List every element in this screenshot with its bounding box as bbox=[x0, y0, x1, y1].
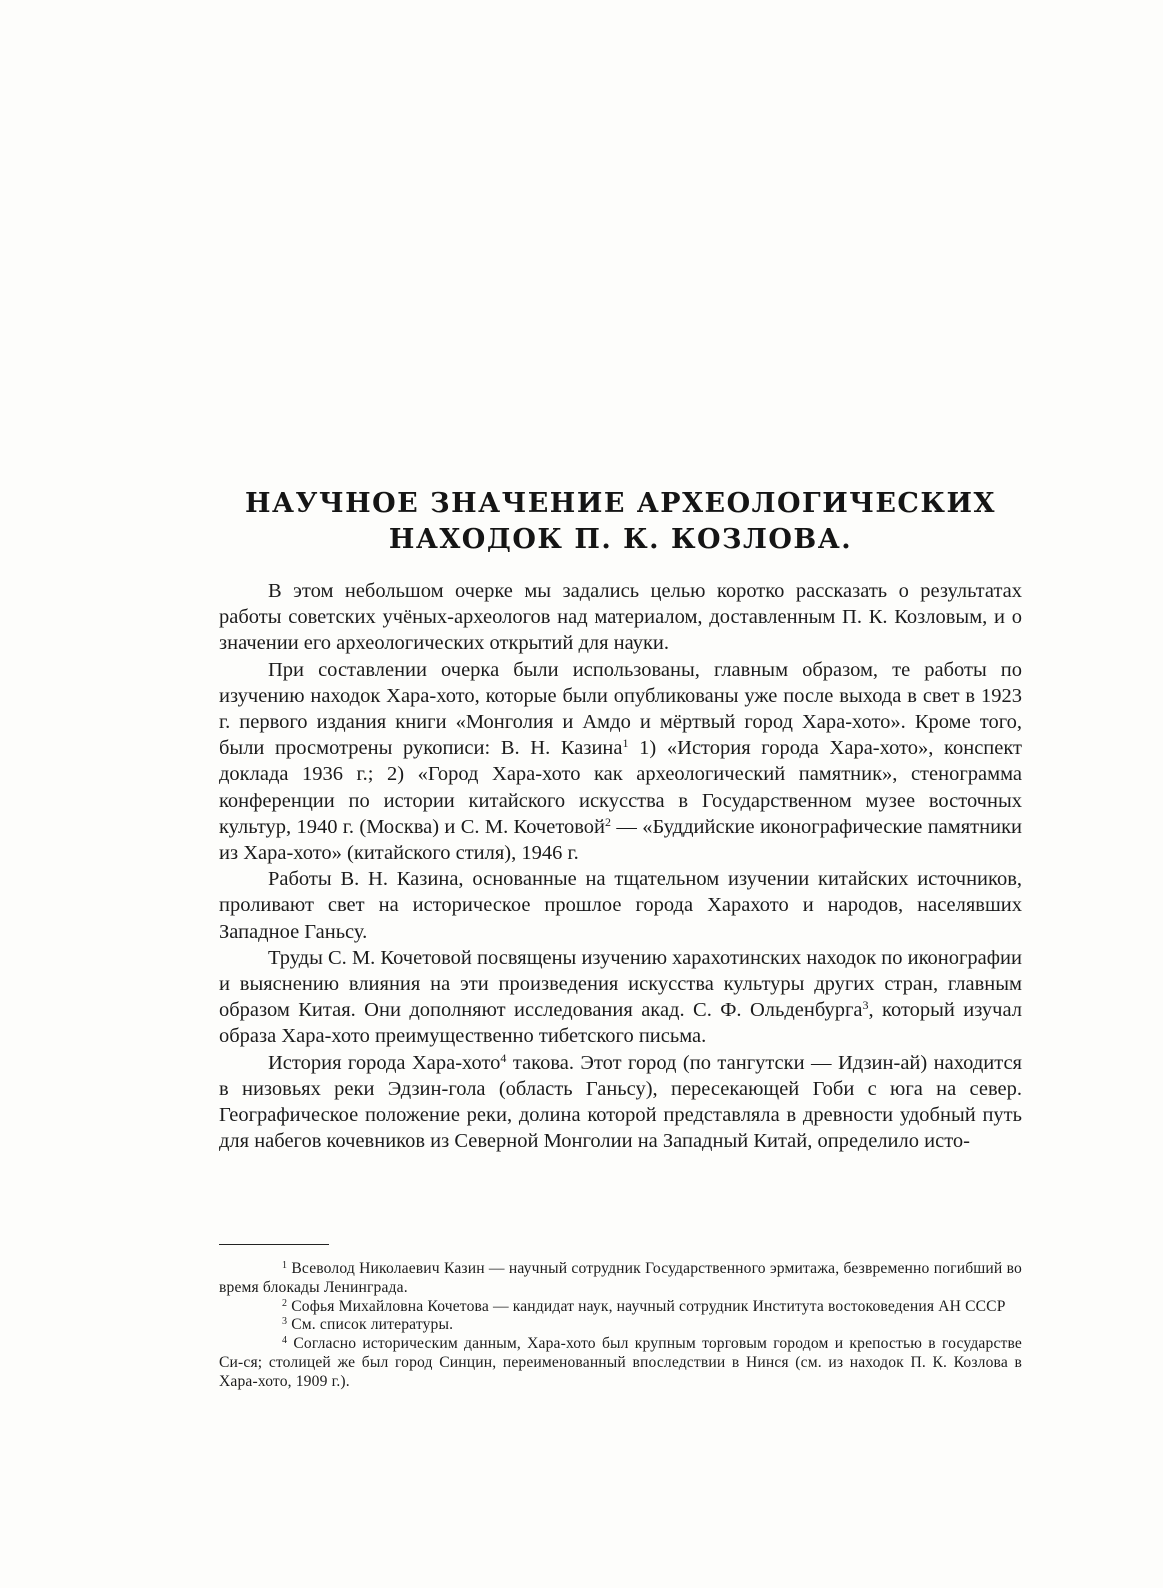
paragraph-1: В этом небольшом очерке мы задались целью коротко рассказать о результатах работы советских учёных-археологов над материалом, доставленным П. К. Козловым, и о значении его археологических открытий для науки. bbox=[219, 580, 1022, 655]
footnote-1 bbox=[219, 1260, 1022, 1298]
paragraph-5-part-b: такова. Этот город (по тангутски — Идзин-ай) находится в низовьях реки Эдзин-гола (область Ганьсу), пересекающей Гоби с юга на север. Географическое положение реки, долина которой представляла в древности удобный путь для набегов кочевников из Северной Монголии на Западный Китай, определило исто- bbox=[219, 1051, 1022, 1153]
paragraph-2 bbox=[219, 657, 1022, 867]
footnotes bbox=[219, 1244, 1022, 1392]
footnote-text: Согласно историческим данным, Хара-хото был крупным торговым городом и крепостью в государстве Си-ся; столицей же был город Синцин, переименованный впоследствии в Нинся (см. из находок П. К. Козлова в Хара-хото, 1909 г.). bbox=[219, 1335, 1022, 1390]
article-title bbox=[219, 486, 1022, 558]
footnote-ref-3: 3 bbox=[862, 998, 869, 1013]
title-line-2: НАХОДОК П. К. КОЗЛОВА. bbox=[388, 524, 853, 555]
footnote-mark: 2 bbox=[282, 1297, 288, 1309]
footnote-mark: 3 bbox=[282, 1316, 288, 1328]
footnote-ref-4: 4 bbox=[500, 1050, 507, 1065]
title-line-1: НАУЧНОЕ ЗНАЧЕНИЕ АРХЕОЛОГИЧЕСКИХ bbox=[245, 488, 996, 519]
footnote-text: Всеволод Николаевич Казин — научный сотрудник Государственного эрмитажа, безвременно погибший во время блокады Ленинграда. bbox=[219, 1260, 1022, 1296]
paragraph-5-part-a: История города Хара-хото bbox=[268, 1051, 501, 1074]
footnote-mark: 1 bbox=[282, 1260, 288, 1271]
footnote-text: См. список литературы. bbox=[291, 1316, 454, 1334]
paragraph-2-part-b: 1) «История города Хара-хото», конспект доклада 1936 г.; 2) «Город Хара-хото как археологический памятник», стенограмма конференции по истории китайского искусства в Государственном музее восточных культур, 1940 г. (Москва) и С. М. Кочетовой bbox=[219, 737, 1023, 838]
paragraph-2-part-a: При составлении очерка были использованы, главным образом, те работы по изучению находок Хара-хото, которые были опубликованы уже после выхода в свет в 1923 г. первого издания книги «Монголия и Амдо и мёртвый город Хара-хото». Кроме того, были просмотрены рукописи: В. Н. Казина bbox=[219, 658, 1022, 760]
footnote-text: Софья Михайловна Кочетова — кандидат наук, научный сотрудник Института востоковедения АН СССР bbox=[291, 1297, 1006, 1315]
footnote-4 bbox=[219, 1335, 1022, 1391]
paragraph-3: Работы В. Н. Казина, основанные на тщательном изучении китайских источников, проливают свет на историческое прошлое города Харахото и народов, населявших Западное Ганьсу. bbox=[219, 868, 1022, 943]
paragraph-4-part-a: Труды С. М. Кочетовой посвящены изучению харахотинских находок по иконографии и выяснению влияния на эти произведения искусства культуры других стран, главным образом Китая. Они дополняют исследования акад. С. Ф. Ольденбурга bbox=[219, 946, 1022, 1022]
footnote-ref-1: 1 bbox=[622, 736, 629, 751]
footnote-3 bbox=[219, 1316, 1022, 1335]
paragraph-2-part-c: — «Буддийские иконографические памятники из Хара-хото» (китайского стиля), 1946 г. bbox=[219, 815, 1023, 865]
footnote-2 bbox=[219, 1298, 1022, 1317]
article bbox=[219, 486, 1022, 1154]
footnote-ref-2: 2 bbox=[605, 814, 612, 829]
paragraph-5 bbox=[219, 1050, 1022, 1155]
paragraph-4 bbox=[219, 945, 1022, 1050]
footnote-mark: 4 bbox=[282, 1335, 288, 1347]
paragraph-4-part-b: , который изучал образа Хара-хото преимущественно тибетского письма. bbox=[219, 999, 1023, 1048]
footnote-divider bbox=[219, 1244, 329, 1245]
